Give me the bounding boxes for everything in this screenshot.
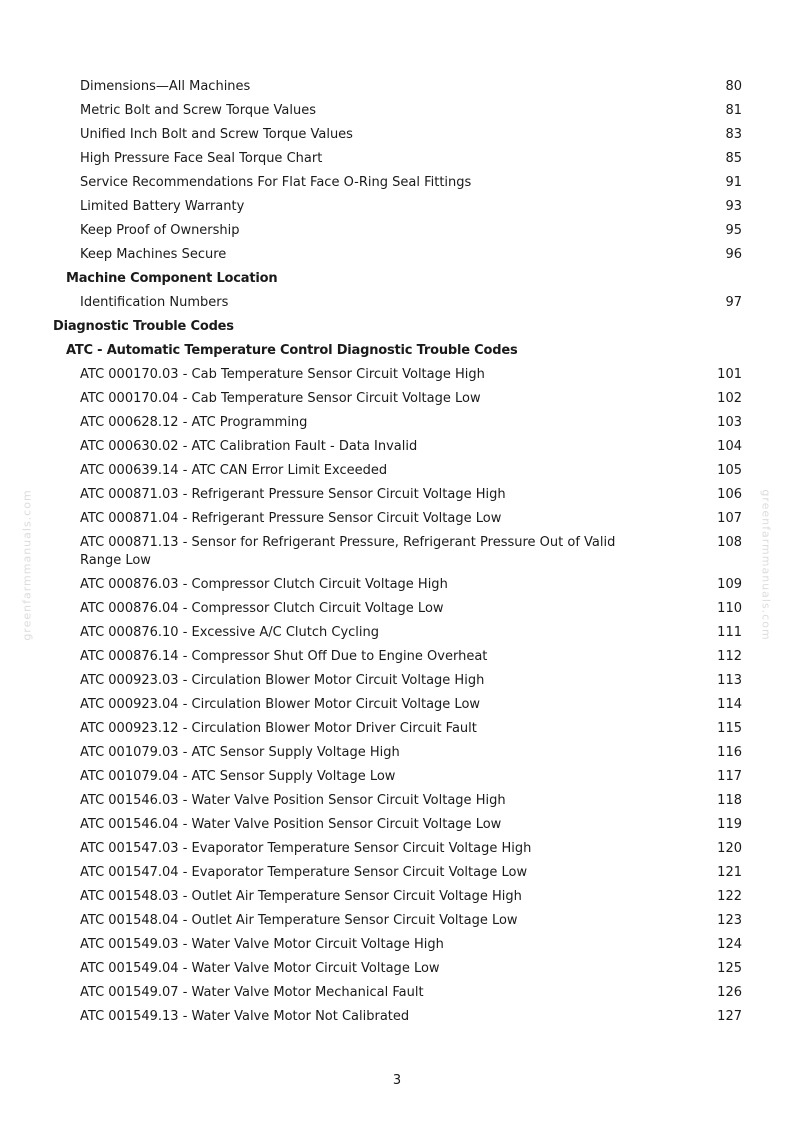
toc-entry-title: Keep Machines Secure (80, 247, 227, 262)
toc-entry-page: 116 (717, 745, 742, 760)
toc-entry-page: 103 (717, 415, 742, 430)
toc-chapter-heading[interactable] (0, 315, 794, 339)
toc-entry-title: ATC 001547.04 - Evaporator Temperature Sensor Circuit Voltage Low (80, 865, 528, 880)
toc-entry-title: Machine Component Location (66, 271, 278, 286)
toc-entry-title: ATC 001546.04 - Water Valve Position Sensor Circuit Voltage Low (80, 817, 502, 832)
toc-entry-page: 125 (717, 961, 742, 976)
toc-entry-page: 91 (725, 175, 742, 190)
toc-entry-title: ATC 001079.03 - ATC Sensor Supply Voltage High (80, 745, 400, 760)
toc-entry-title: Keep Proof of Ownership (80, 223, 240, 238)
toc-entry-title: ATC 001549.04 - Water Valve Motor Circuit Voltage Low (80, 961, 440, 976)
toc-entry-page: 83 (725, 127, 742, 142)
page-number: 3 (392, 1073, 402, 1088)
toc-entry-title: ATC 000639.14 - ATC CAN Error Limit Exceeded (80, 463, 388, 478)
toc-entry[interactable] (0, 75, 794, 99)
toc-entry-title: ATC 000871.04 - Refrigerant Pressure Sensor Circuit Voltage Low (80, 511, 502, 526)
toc-entry[interactable] (0, 219, 794, 243)
toc-entry-page: 110 (717, 601, 742, 616)
toc-entry-title: ATC 001546.03 - Water Valve Position Sensor Circuit Voltage High (80, 793, 506, 808)
toc-entry-title: ATC 000876.10 - Excessive A/C Clutch Cycling (80, 625, 379, 640)
toc-entry-title: ATC 000871.03 - Refrigerant Pressure Sensor Circuit Voltage High (80, 487, 506, 502)
toc-entry-title: ATC 000923.03 - Circulation Blower Motor Circuit Voltage High (80, 673, 485, 688)
toc-entry-title: Service Recommendations For Flat Face O-Ring Seal Fittings (80, 175, 472, 190)
toc-entry-page: 114 (717, 697, 742, 712)
toc-entry[interactable] (0, 99, 794, 123)
toc-entry-title: ATC 001079.04 - ATC Sensor Supply Voltage Low (80, 769, 396, 784)
toc-entry[interactable] (0, 171, 794, 195)
toc-section-heading[interactable] (0, 339, 794, 363)
toc-entry-page: 121 (717, 865, 742, 880)
toc-entry-page: 96 (725, 247, 742, 262)
toc-entry-title: ATC 000876.14 - Compressor Shut Off Due to Engine Overheat (80, 649, 488, 664)
toc-entry-title: ATC 000876.04 - Compressor Clutch Circuit Voltage Low (80, 601, 444, 616)
toc-entry-title: Identification Numbers (80, 295, 229, 310)
toc-entry[interactable] (0, 981, 794, 1005)
toc-entry-page: 95 (725, 223, 742, 238)
toc-entry-title: ATC 001548.03 - Outlet Air Temperature Sensor Circuit Voltage High (80, 889, 522, 904)
toc-entry-page: 120 (717, 841, 742, 856)
toc-entry[interactable] (0, 717, 794, 741)
toc-entry[interactable] (0, 483, 794, 507)
toc-entry-page: 108 (717, 535, 742, 550)
toc-entry[interactable] (0, 885, 794, 909)
watermark-left: greenfarmmanuals.com (20, 489, 34, 641)
toc-entry-title: Diagnostic Trouble Codes (53, 319, 234, 334)
toc-entry-page: 124 (717, 937, 742, 952)
toc-entry-page: 118 (717, 793, 742, 808)
toc-entry-title: ATC 000871.13 - Sensor for Refrigerant Pressure, Refrigerant Pressure Out of Valid Range Low (80, 535, 616, 568)
toc-entry[interactable] (0, 507, 794, 531)
toc-entry[interactable] (0, 669, 794, 693)
toc-entry-title: Metric Bolt and Screw Torque Values (80, 103, 316, 118)
toc-entry[interactable] (0, 909, 794, 933)
toc-entry-page: 119 (717, 817, 742, 832)
toc-entry-title: Unified Inch Bolt and Screw Torque Values (80, 127, 353, 142)
toc-entry[interactable] (0, 621, 794, 645)
toc-entry-title: ATC 001549.13 - Water Valve Motor Not Calibrated (80, 1009, 410, 1024)
toc-entry[interactable] (0, 195, 794, 219)
toc-entry-page: 102 (717, 391, 742, 406)
toc-entry[interactable] (0, 435, 794, 459)
toc-entry-page: 101 (717, 367, 742, 382)
toc-entry[interactable] (0, 861, 794, 885)
toc-entry-title: ATC 001549.03 - Water Valve Motor Circuit Voltage High (80, 937, 444, 952)
toc-entry-page: 105 (717, 463, 742, 478)
toc-entry-page: 107 (717, 511, 742, 526)
table-of-contents (0, 75, 794, 1029)
toc-entry-title: Dimensions—All Machines (80, 79, 251, 94)
toc-entry-title: ATC 000630.02 - ATC Calibration Fault - Data Invalid (80, 439, 418, 454)
toc-entry[interactable] (0, 837, 794, 861)
toc-entry-page: 106 (717, 487, 742, 502)
toc-entry[interactable] (0, 645, 794, 669)
toc-entry[interactable] (0, 291, 794, 315)
toc-entry[interactable] (0, 459, 794, 483)
toc-entry-title: ATC 000923.12 - Circulation Blower Motor Driver Circuit Fault (80, 721, 477, 736)
toc-entry-page: 85 (725, 151, 742, 166)
watermark-right: greenfarmmanuals.com (759, 489, 773, 641)
toc-entry-title: ATC 000876.03 - Compressor Clutch Circuit Voltage High (80, 577, 448, 592)
toc-entry[interactable] (0, 1005, 794, 1029)
toc-entry[interactable] (0, 123, 794, 147)
toc-entry-title: ATC - Automatic Temperature Control Diagnostic Trouble Codes (66, 343, 518, 358)
toc-entry[interactable] (0, 813, 794, 837)
toc-entry-page: 126 (717, 985, 742, 1000)
toc-entry-title: ATC 000628.12 - ATC Programming (80, 415, 308, 430)
toc-entry-page: 111 (717, 625, 742, 640)
toc-entry[interactable] (0, 789, 794, 813)
toc-entry-page: 112 (717, 649, 742, 664)
toc-section-heading[interactable] (0, 267, 794, 291)
toc-entry-title: High Pressure Face Seal Torque Chart (80, 151, 323, 166)
toc-entry[interactable] (0, 573, 794, 597)
toc-entry-title: ATC 001549.07 - Water Valve Motor Mechanical Fault (80, 985, 424, 1000)
toc-entry-page: 93 (725, 199, 742, 214)
toc-entry-page: 80 (725, 79, 742, 94)
toc-entry-page: 81 (725, 103, 742, 118)
toc-entry[interactable] (0, 933, 794, 957)
toc-entry[interactable] (0, 387, 794, 411)
toc-entry-page: 113 (717, 673, 742, 688)
toc-entry-title: ATC 000170.03 - Cab Temperature Sensor Circuit Voltage High (80, 367, 485, 382)
toc-entry[interactable] (0, 531, 794, 573)
toc-entry[interactable] (0, 693, 794, 717)
toc-entry-title: ATC 000923.04 - Circulation Blower Motor Circuit Voltage Low (80, 697, 481, 712)
toc-entry[interactable] (0, 765, 794, 789)
toc-entry-page: 104 (717, 439, 742, 454)
toc-entry[interactable] (0, 741, 794, 765)
toc-entry-page: 115 (717, 721, 742, 736)
toc-entry-title: ATC 001547.03 - Evaporator Temperature Sensor Circuit Voltage High (80, 841, 532, 856)
toc-entry-page: 123 (717, 913, 742, 928)
toc-entry-page: 117 (717, 769, 742, 784)
toc-entry[interactable] (0, 411, 794, 435)
toc-entry-title: ATC 000170.04 - Cab Temperature Sensor Circuit Voltage Low (80, 391, 481, 406)
toc-entry-page: 97 (725, 295, 742, 310)
toc-entry-page: 109 (717, 577, 742, 592)
toc-entry-page: 122 (717, 889, 742, 904)
toc-entry-title: Limited Battery Warranty (80, 199, 245, 214)
toc-entry[interactable] (0, 957, 794, 981)
toc-entry[interactable] (0, 147, 794, 171)
toc-entry[interactable] (0, 597, 794, 621)
toc-entry[interactable] (0, 363, 794, 387)
toc-entry-page: 127 (717, 1009, 742, 1024)
toc-entry[interactable] (0, 243, 794, 267)
toc-entry-title: ATC 001548.04 - Outlet Air Temperature Sensor Circuit Voltage Low (80, 913, 518, 928)
